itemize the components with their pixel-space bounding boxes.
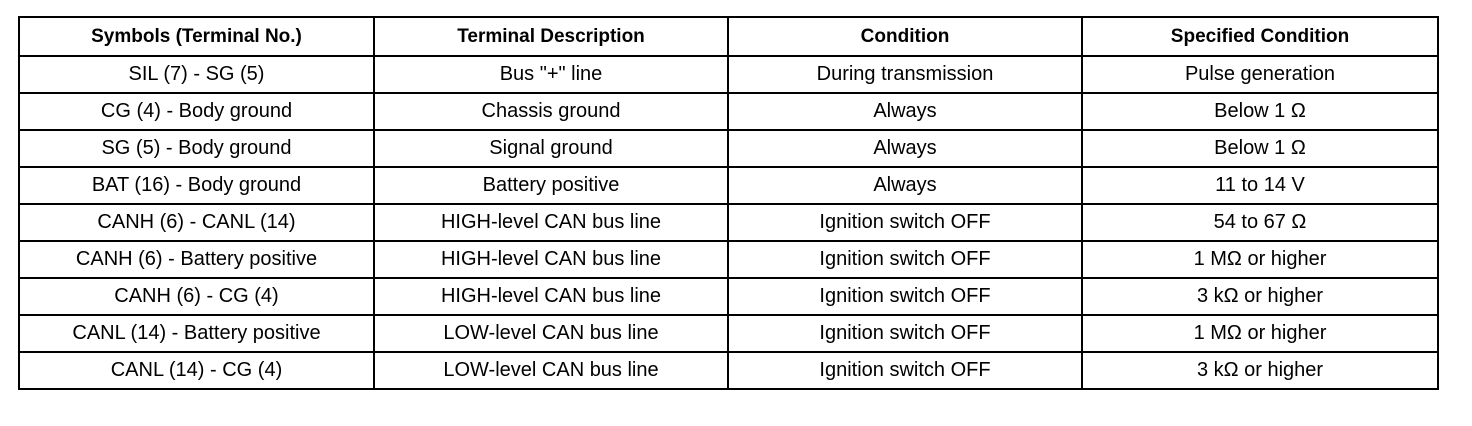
cell-condition: Always xyxy=(728,130,1082,167)
terminal-spec-table xyxy=(18,16,1439,390)
table-row xyxy=(19,167,1438,204)
header-specified-condition: Specified Condition xyxy=(1082,17,1438,56)
cell-symbols: CANL (14) - Battery positive xyxy=(19,315,374,352)
cell-symbols: CANH (6) - CG (4) xyxy=(19,278,374,315)
cell-terminal-description: HIGH-level CAN bus line xyxy=(374,204,728,241)
cell-specified-condition: 3 kΩ or higher xyxy=(1082,352,1438,389)
cell-terminal-description: LOW-level CAN bus line xyxy=(374,315,728,352)
cell-terminal-description: Signal ground xyxy=(374,130,728,167)
cell-terminal-description: Bus "+" line xyxy=(374,56,728,93)
cell-symbols: CANL (14) - CG (4) xyxy=(19,352,374,389)
cell-specified-condition: Below 1 Ω xyxy=(1082,130,1438,167)
cell-condition: Ignition switch OFF xyxy=(728,204,1082,241)
cell-terminal-description: Battery positive xyxy=(374,167,728,204)
table-row xyxy=(19,93,1438,130)
cell-specified-condition: Below 1 Ω xyxy=(1082,93,1438,130)
cell-condition: Ignition switch OFF xyxy=(728,315,1082,352)
header-symbols: Symbols (Terminal No.) xyxy=(19,17,374,56)
header-condition: Condition xyxy=(728,17,1082,56)
cell-symbols: CANH (6) - CANL (14) xyxy=(19,204,374,241)
table-row xyxy=(19,130,1438,167)
cell-terminal-description: LOW-level CAN bus line xyxy=(374,352,728,389)
cell-specified-condition: 1 MΩ or higher xyxy=(1082,241,1438,278)
table-row xyxy=(19,315,1438,352)
cell-specified-condition: 54 to 67 Ω xyxy=(1082,204,1438,241)
cell-condition: During transmission xyxy=(728,56,1082,93)
cell-terminal-description: HIGH-level CAN bus line xyxy=(374,278,728,315)
cell-specified-condition: 1 MΩ or higher xyxy=(1082,315,1438,352)
cell-symbols: SG (5) - Body ground xyxy=(19,130,374,167)
table-row xyxy=(19,352,1438,389)
cell-terminal-description: HIGH-level CAN bus line xyxy=(374,241,728,278)
cell-condition: Always xyxy=(728,93,1082,130)
cell-condition: Ignition switch OFF xyxy=(728,241,1082,278)
table-row xyxy=(19,278,1438,315)
table-row xyxy=(19,56,1438,93)
cell-specified-condition: Pulse generation xyxy=(1082,56,1438,93)
table-header-row xyxy=(19,17,1438,56)
cell-specified-condition: 3 kΩ or higher xyxy=(1082,278,1438,315)
table-row xyxy=(19,204,1438,241)
table-row xyxy=(19,241,1438,278)
cell-terminal-description: Chassis ground xyxy=(374,93,728,130)
cell-symbols: SIL (7) - SG (5) xyxy=(19,56,374,93)
cell-symbols: CANH (6) - Battery positive xyxy=(19,241,374,278)
cell-symbols: BAT (16) - Body ground xyxy=(19,167,374,204)
cell-condition: Ignition switch OFF xyxy=(728,278,1082,315)
cell-specified-condition: 11 to 14 V xyxy=(1082,167,1438,204)
header-terminal-description: Terminal Description xyxy=(374,17,728,56)
cell-condition: Always xyxy=(728,167,1082,204)
cell-symbols: CG (4) - Body ground xyxy=(19,93,374,130)
cell-condition: Ignition switch OFF xyxy=(728,352,1082,389)
